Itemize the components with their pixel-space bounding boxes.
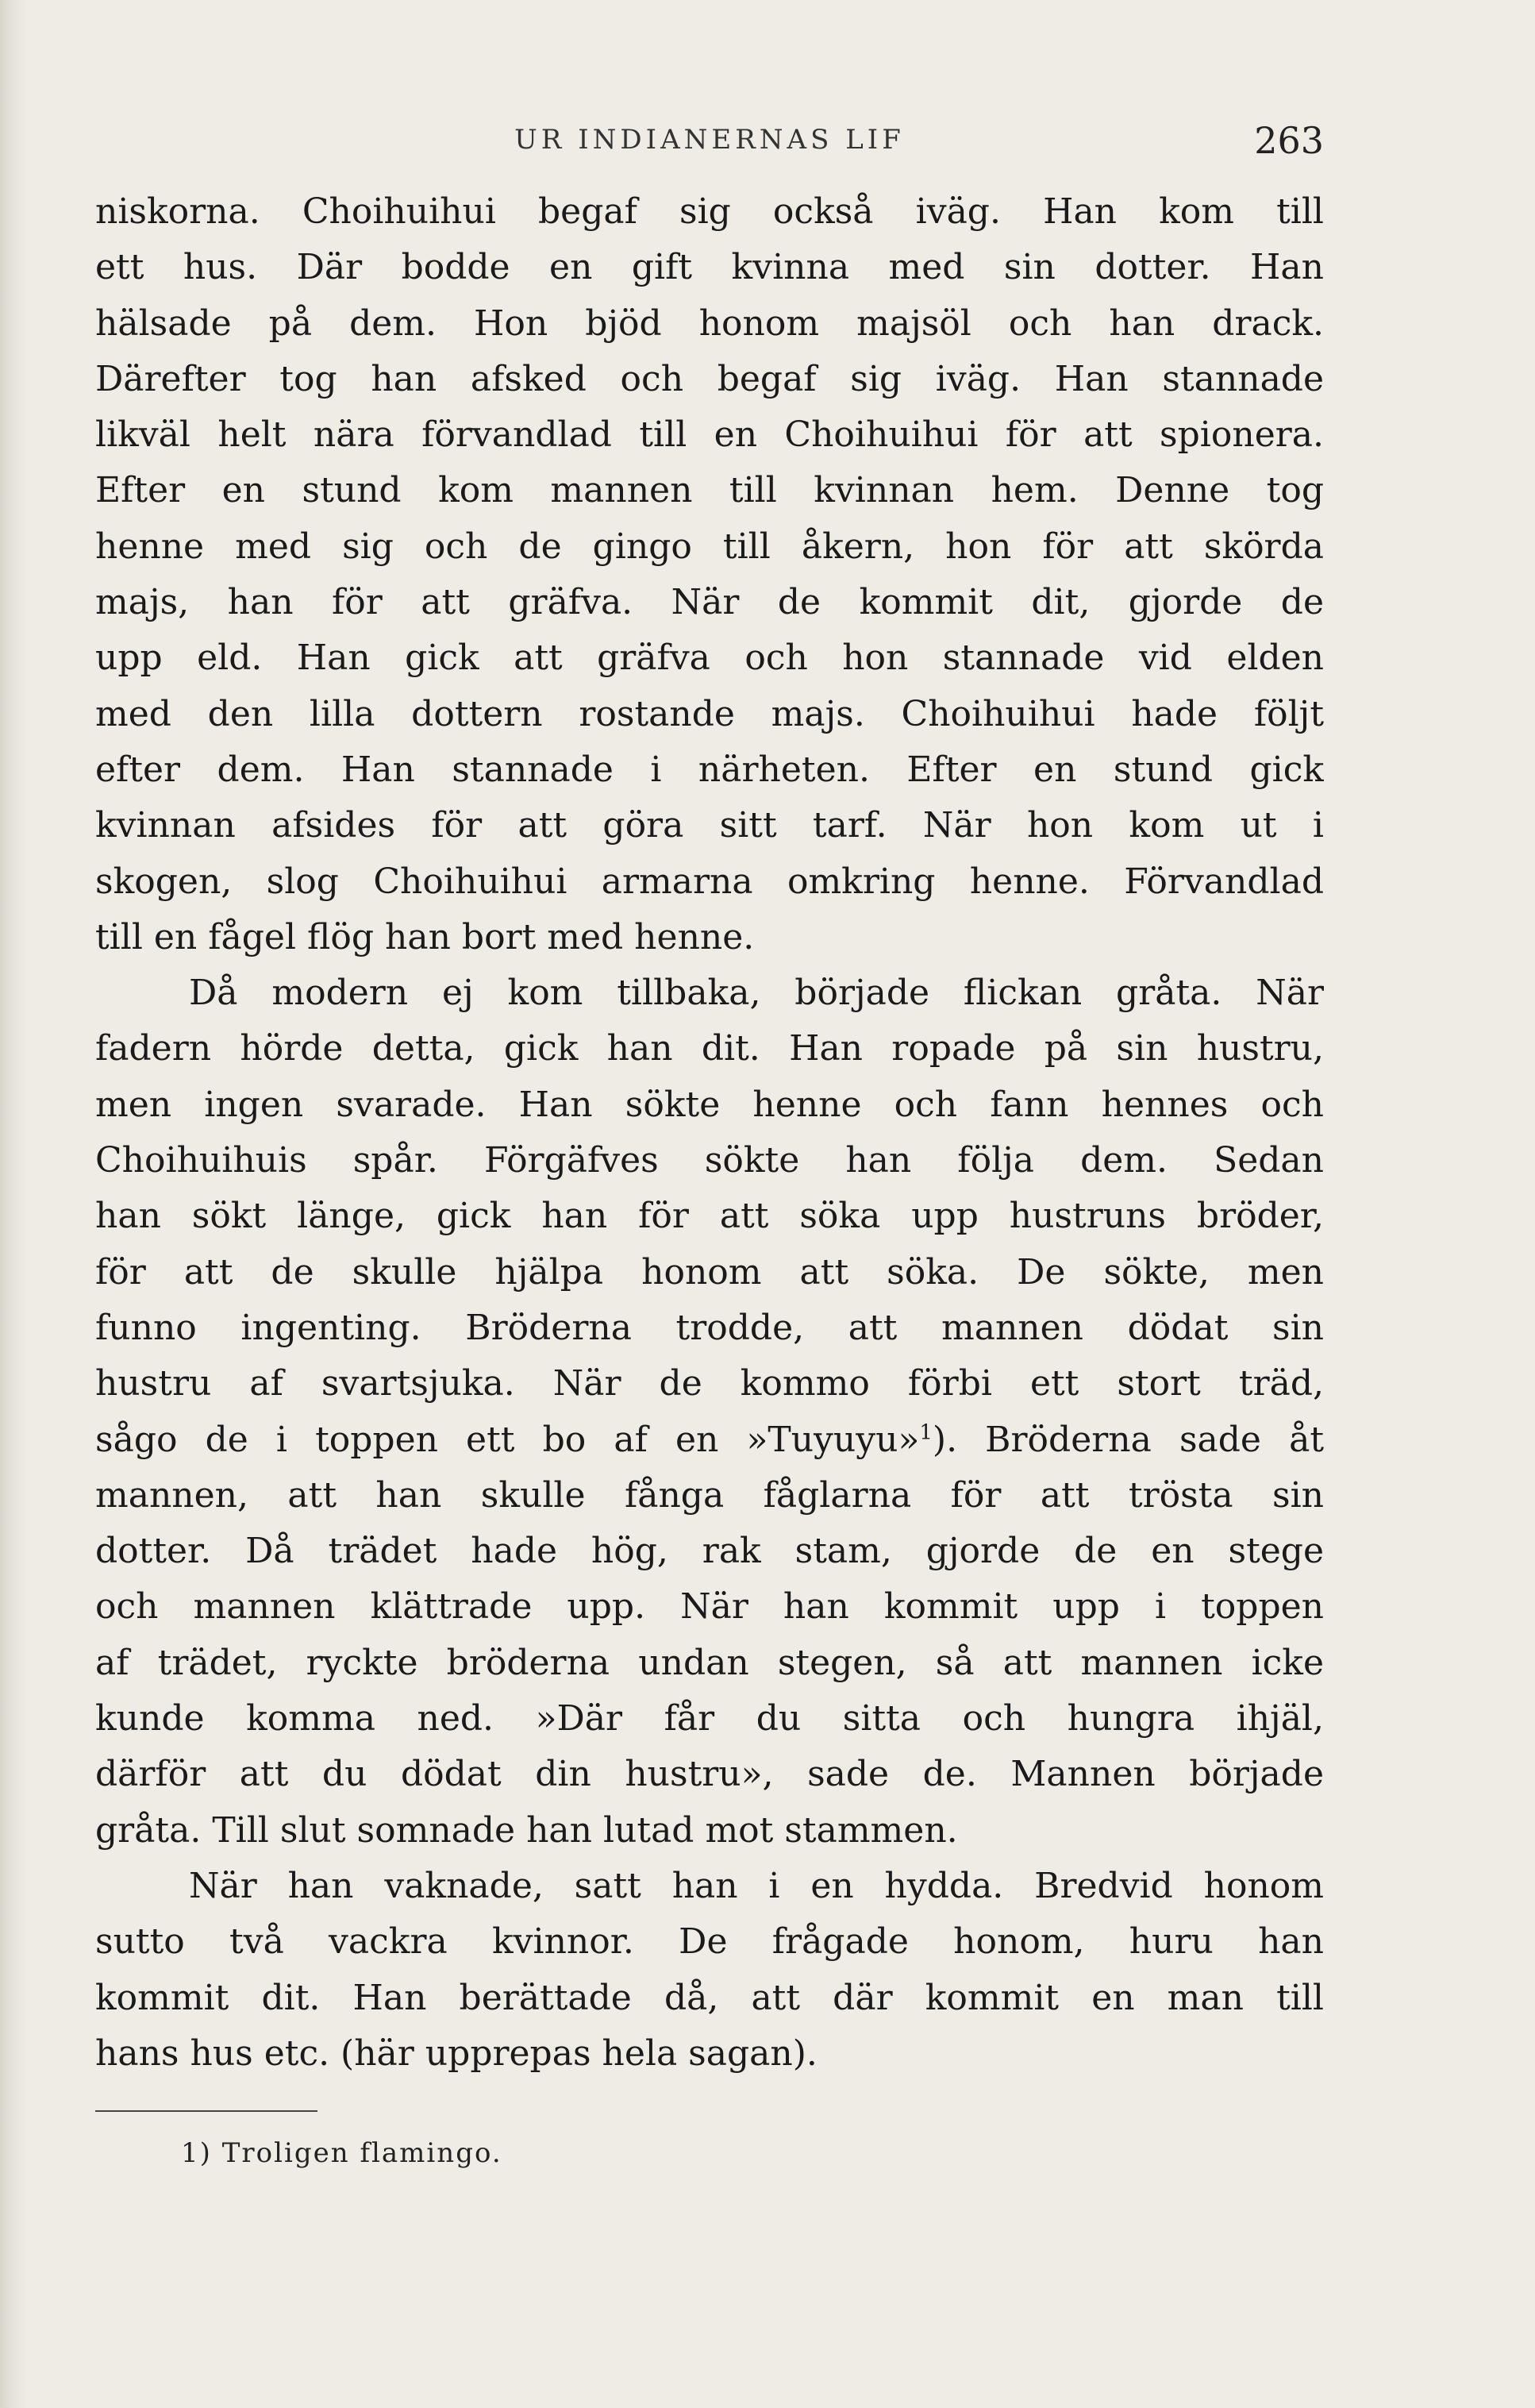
text-line: ett hus. Där bodde en gift kvinna med sin dotter. Han xyxy=(95,247,1324,288)
text-line: därför att du dödat din hustru», sade de. Mannen började xyxy=(95,1754,1324,1795)
text-line-part: ). Bröderna sade åt xyxy=(932,1419,1324,1460)
text-line: hustru af svartsjuka. När de kommo förbi ett stort träd, xyxy=(95,1363,1324,1404)
text-line: mannen, att han skulle fånga fåglarna för att trösta sin xyxy=(95,1474,1324,1516)
text-line: likväl helt nära förvandlad till en Choihuihui för att spionera. xyxy=(95,414,1324,456)
text-line: fadern hörde detta, gick han dit. Han ropade på sin hustru, xyxy=(95,1028,1324,1069)
text-line: majs, han för att gräfva. När de kommit dit, gjorde de xyxy=(95,582,1324,623)
footnote-divider xyxy=(95,2110,317,2112)
text-line: Choihuihuis spår. Förgäfves sökte han följa dem. Sedan xyxy=(95,1140,1324,1181)
page-number: 263 xyxy=(1254,119,1324,162)
footnote-marker: 1) xyxy=(181,2137,212,2170)
text-line: hälsade på dem. Hon bjöd honom majsöl och han drack. xyxy=(95,302,1324,344)
text-line-with-footnote xyxy=(95,1412,1324,1468)
book-page xyxy=(95,119,1324,2169)
text-line: hans hus etc. (här upprepas hela sagan). xyxy=(95,2032,818,2074)
text-line: Då modern ej kom tillbaka, började flickan gråta. När xyxy=(189,973,1324,1014)
text-line: af trädet, ryckte bröderna undan stegen, så att mannen icke xyxy=(95,1642,1324,1683)
text-line: sutto två vackra kvinnor. De frågade honom, huru han xyxy=(95,1921,1324,1963)
text-line: kvinnan afsides för att göra sitt tarf. När hon kom ut i xyxy=(95,805,1324,846)
text-line: När han vaknade, satt han i en hydda. Bredvid honom xyxy=(189,1865,1324,1906)
text-line: henne med sig och de gingo till åkern, hon för att skörda xyxy=(95,526,1324,567)
text-line: och mannen klättrade upp. När han kommit upp i toppen xyxy=(95,1586,1324,1628)
body-text xyxy=(95,184,1324,2082)
text-line: dotter. Då trädet hade hög, rak stam, gjorde de en stege xyxy=(95,1531,1324,1572)
binding-edge xyxy=(0,0,27,2408)
footnote-reference: 1 xyxy=(919,1420,933,1444)
footnote-text: Troligen flamingo. xyxy=(221,2137,502,2170)
text-line-part: sågo de i toppen ett bo af en »Tuyuyu» xyxy=(95,1419,920,1460)
text-line: gråta. Till slut somnade han lutad mot stammen. xyxy=(95,1809,958,1851)
text-line: Därefter tog han afsked och begaf sig iväg. Han stannade xyxy=(95,358,1324,399)
text-line: men ingen svarade. Han sökte henne och fann hennes och xyxy=(95,1084,1324,1125)
text-line: niskorna. Choihuihui begaf sig också iväg. Han kom till xyxy=(95,191,1324,232)
text-line: efter dem. Han stannade i närheten. Efter en stund gick xyxy=(95,749,1324,790)
text-line: för att de skulle hjälpa honom att söka. De sökte, men xyxy=(95,1251,1324,1293)
text-line: med den lilla dottern rostande majs. Choihuihui hade följt xyxy=(95,693,1324,734)
text-line: skogen, slog Choihuihui armarna omkring henne. Förvandlad xyxy=(95,861,1324,902)
footnote xyxy=(95,2137,1324,2169)
text-line: till en fågel flög han bort med henne. xyxy=(95,916,755,957)
text-line: kunde komma ned. »Där får du sitta och hungra ihjäl, xyxy=(95,1698,1324,1740)
text-line: Efter en stund kom mannen till kvinnan hem. Denne tog xyxy=(95,470,1324,511)
text-line: upp eld. Han gick att gräfva och hon stannade vid elden xyxy=(95,638,1324,679)
text-line: han sökt länge, gick han för att söka upp hustruns bröder, xyxy=(95,1196,1324,1237)
running-head xyxy=(95,119,1324,167)
running-title: UR INDIANERNAS LIF xyxy=(514,124,905,156)
text-line: funno ingenting. Bröderna trodde, att mannen dödat sin xyxy=(95,1307,1324,1348)
text-line: kommit dit. Han berättade då, att där kommit en man till xyxy=(95,1977,1324,2018)
